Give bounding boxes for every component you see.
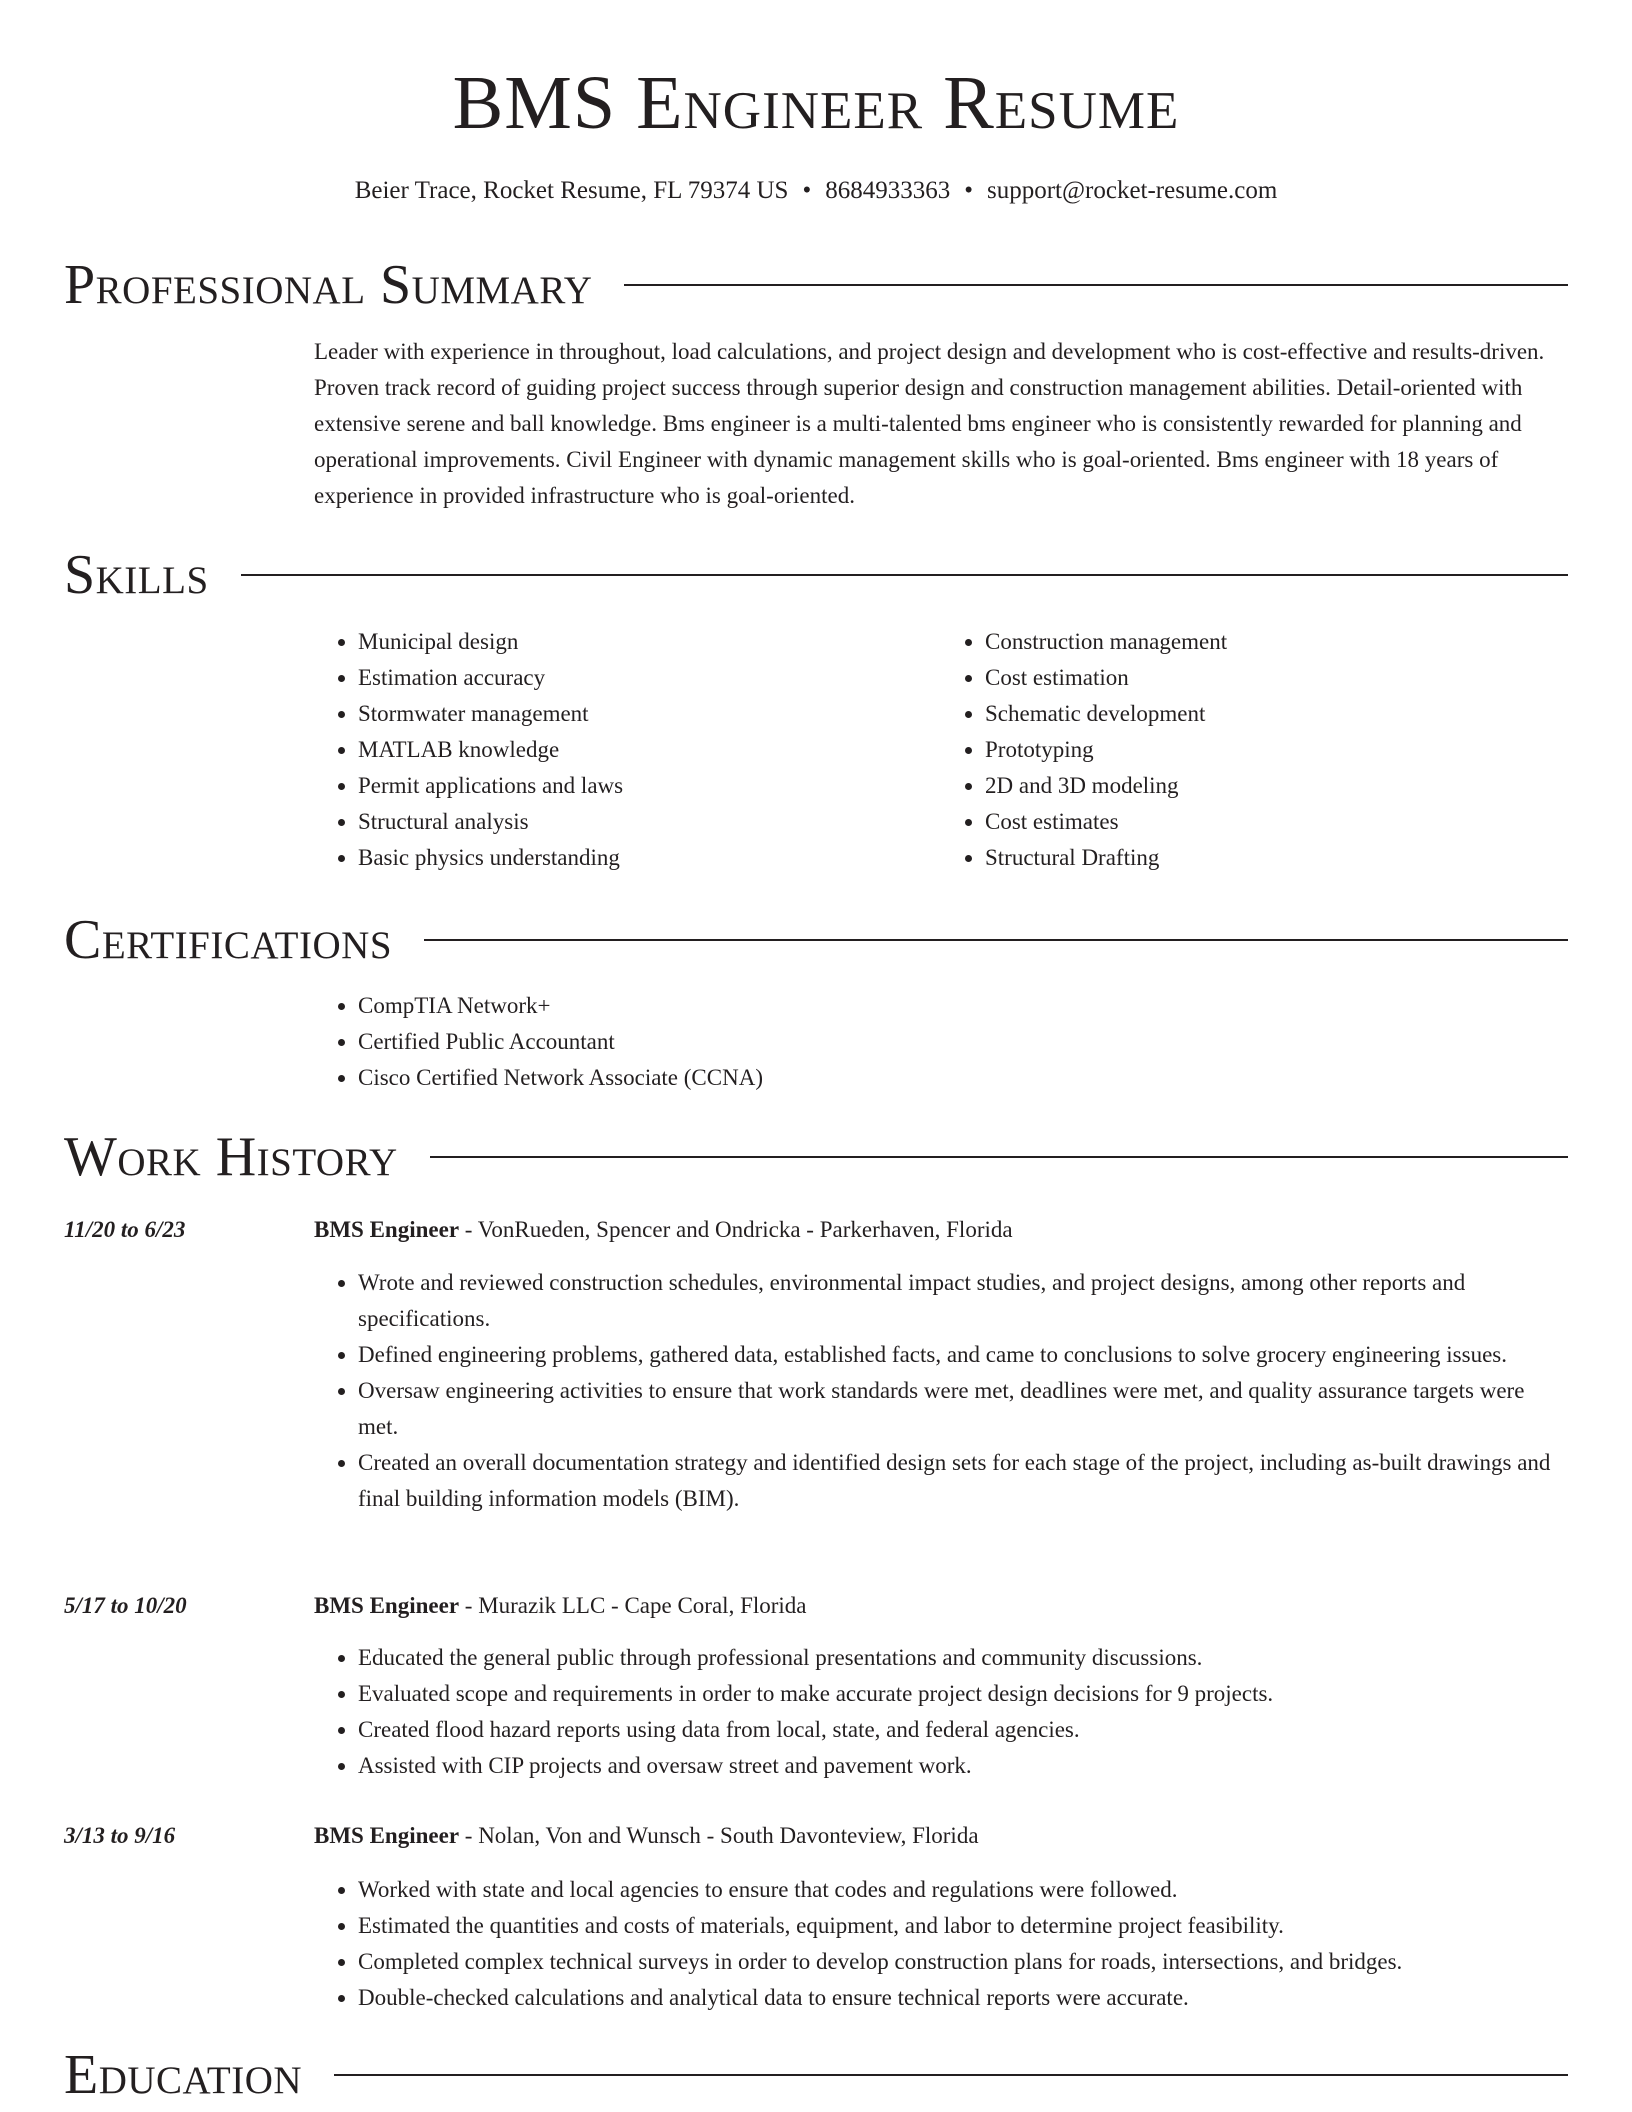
job-bullet: • Estimated the quantities and costs of materials, equipment, and labor to determine project feasibility.	[358, 1908, 1568, 1944]
certification-item: • CompTIA Network+	[358, 988, 1568, 1024]
certification-item: • Certified Public Accountant	[358, 1024, 1568, 1060]
certifications-block	[314, 988, 1568, 1096]
job-heading	[314, 1818, 1568, 1854]
job-bullet: • Created an overall documentation strategy and identified design sets for each stage of the project, including as-built drawings and final building information models (BIM).	[358, 1445, 1568, 1517]
contact-email: support@rocket-resume.com	[987, 177, 1278, 204]
job-bullet: • Evaluated scope and requirements in order to make accurate project design decisions for 9 projects.	[358, 1676, 1568, 1712]
section-header-skills	[64, 540, 1568, 610]
section-title-certifications: Certifications	[64, 909, 393, 971]
certification-item: • Cisco Certified Network Associate (CCNA)	[358, 1060, 1568, 1096]
skills-list-left	[314, 624, 941, 876]
job-heading	[314, 1588, 1568, 1624]
job-title: BMS Engineer	[314, 1593, 460, 1618]
skills-list-right	[941, 624, 1568, 876]
skill-item: • MATLAB knowledge	[358, 732, 941, 768]
separator-dot: •	[802, 177, 812, 204]
job-bullets	[314, 1265, 1568, 1517]
certifications-list	[314, 988, 1568, 1096]
skill-item: • Structural Drafting	[985, 840, 1568, 876]
job-employer: - VonRueden, Spencer and Ondricka - Parkerhaven, Florida	[459, 1217, 1013, 1242]
contact-phone: 8684933363	[825, 177, 951, 204]
job-dates: 3/13 to 9/16	[64, 1823, 176, 1848]
skill-item: • Stormwater management	[358, 696, 941, 732]
section-rule	[334, 2074, 1568, 2076]
job-bullets	[314, 1872, 1568, 2016]
job-bullet: • Assisted with CIP projects and oversaw street and pavement work.	[358, 1748, 1568, 1784]
skill-item: • Structural analysis	[358, 804, 941, 840]
skill-item: • Municipal design	[358, 624, 941, 660]
skill-item: • Construction management	[985, 624, 1568, 660]
job-title: BMS Engineer	[314, 1823, 460, 1848]
section-rule	[241, 574, 1568, 576]
job-bullet: • Double-checked calculations and analytical data to ensure technical reports were accurate.	[358, 1980, 1568, 2016]
skill-item: • Prototyping	[985, 732, 1568, 768]
separator-dot: •	[964, 177, 973, 204]
skills-block	[314, 624, 1568, 876]
resume-title: BMS Engineer Resume	[452, 61, 1180, 145]
job-dates: 5/17 to 10/20	[64, 1593, 187, 1618]
section-header-education	[64, 2040, 1568, 2110]
section-rule	[430, 1156, 1568, 1158]
section-title-skills: Skills	[64, 544, 209, 606]
section-header-summary	[64, 250, 1568, 320]
job-bullet: • Educated the general public through professional presentations and community discussions.	[358, 1640, 1568, 1676]
job-dates: 11/20 to 6/23	[64, 1217, 186, 1242]
skill-item: • Permit applications and laws	[358, 768, 941, 804]
section-title-education: Education	[64, 2044, 303, 2106]
section-header-work-history	[64, 1122, 1568, 1192]
skill-item: • Schematic development	[985, 696, 1568, 732]
skill-item: • Estimation accuracy	[358, 660, 941, 696]
job-heading	[314, 1212, 1568, 1248]
section-title-work-history: Work History	[64, 1126, 398, 1188]
job-employer: - Nolan, Von and Wunsch - South Davonteview, Florida	[459, 1823, 979, 1848]
section-rule	[624, 284, 1568, 286]
job-bullets	[314, 1640, 1568, 1784]
section-rule	[424, 939, 1568, 941]
job-employer: - Murazik LLC - Cape Coral, Florida	[459, 1593, 807, 1618]
job-bullet: • Worked with state and local agencies to ensure that codes and regulations were followed.	[358, 1872, 1568, 1908]
contact-address: Beier Trace, Rocket Resume, FL 79374 US	[354, 177, 789, 204]
section-title-summary: Professional Summary	[64, 254, 593, 316]
summary-block	[314, 334, 1568, 514]
job-title: BMS Engineer	[314, 1217, 460, 1242]
summary-text: Leader with experience in throughout, load calculations, and project design and development who is cost-effective and results-driven. Proven track record of guiding project success through superior design and construction management abilities. Detail-oriented with extensive serene and ball knowledge. Bms engineer is a multi-talented bms engineer who is consistently rewarded for planning and operational improvements. Civil Engineer with dynamic management skills who is goal-oriented. Bms engineer with 18 years of experience in provided infrastructure who is goal-oriented.	[314, 339, 1545, 508]
job-bullet: • Completed complex technical surveys in order to develop construction plans for roads, intersections, and bridges.	[358, 1944, 1568, 1980]
section-header-certifications	[64, 905, 1568, 975]
contact-line	[0, 174, 1632, 208]
job-bullet: • Created flood hazard reports using data from local, state, and federal agencies.	[358, 1712, 1568, 1748]
job-bullet: • Wrote and reviewed construction schedules, environmental impact studies, and project designs, among other reports and specifications.	[358, 1265, 1568, 1337]
job-bullet: • Defined engineering problems, gathered data, established facts, and came to conclusions to solve grocery engineering issues.	[358, 1337, 1568, 1373]
job-bullet: • Oversaw engineering activities to ensure that work standards were met, deadlines were met, and quality assurance targets were met.	[358, 1373, 1568, 1445]
skill-item: • Cost estimation	[985, 660, 1568, 696]
skill-item: • Cost estimates	[985, 804, 1568, 840]
skill-item: • 2D and 3D modeling	[985, 768, 1568, 804]
skill-item: • Basic physics understanding	[358, 840, 941, 876]
